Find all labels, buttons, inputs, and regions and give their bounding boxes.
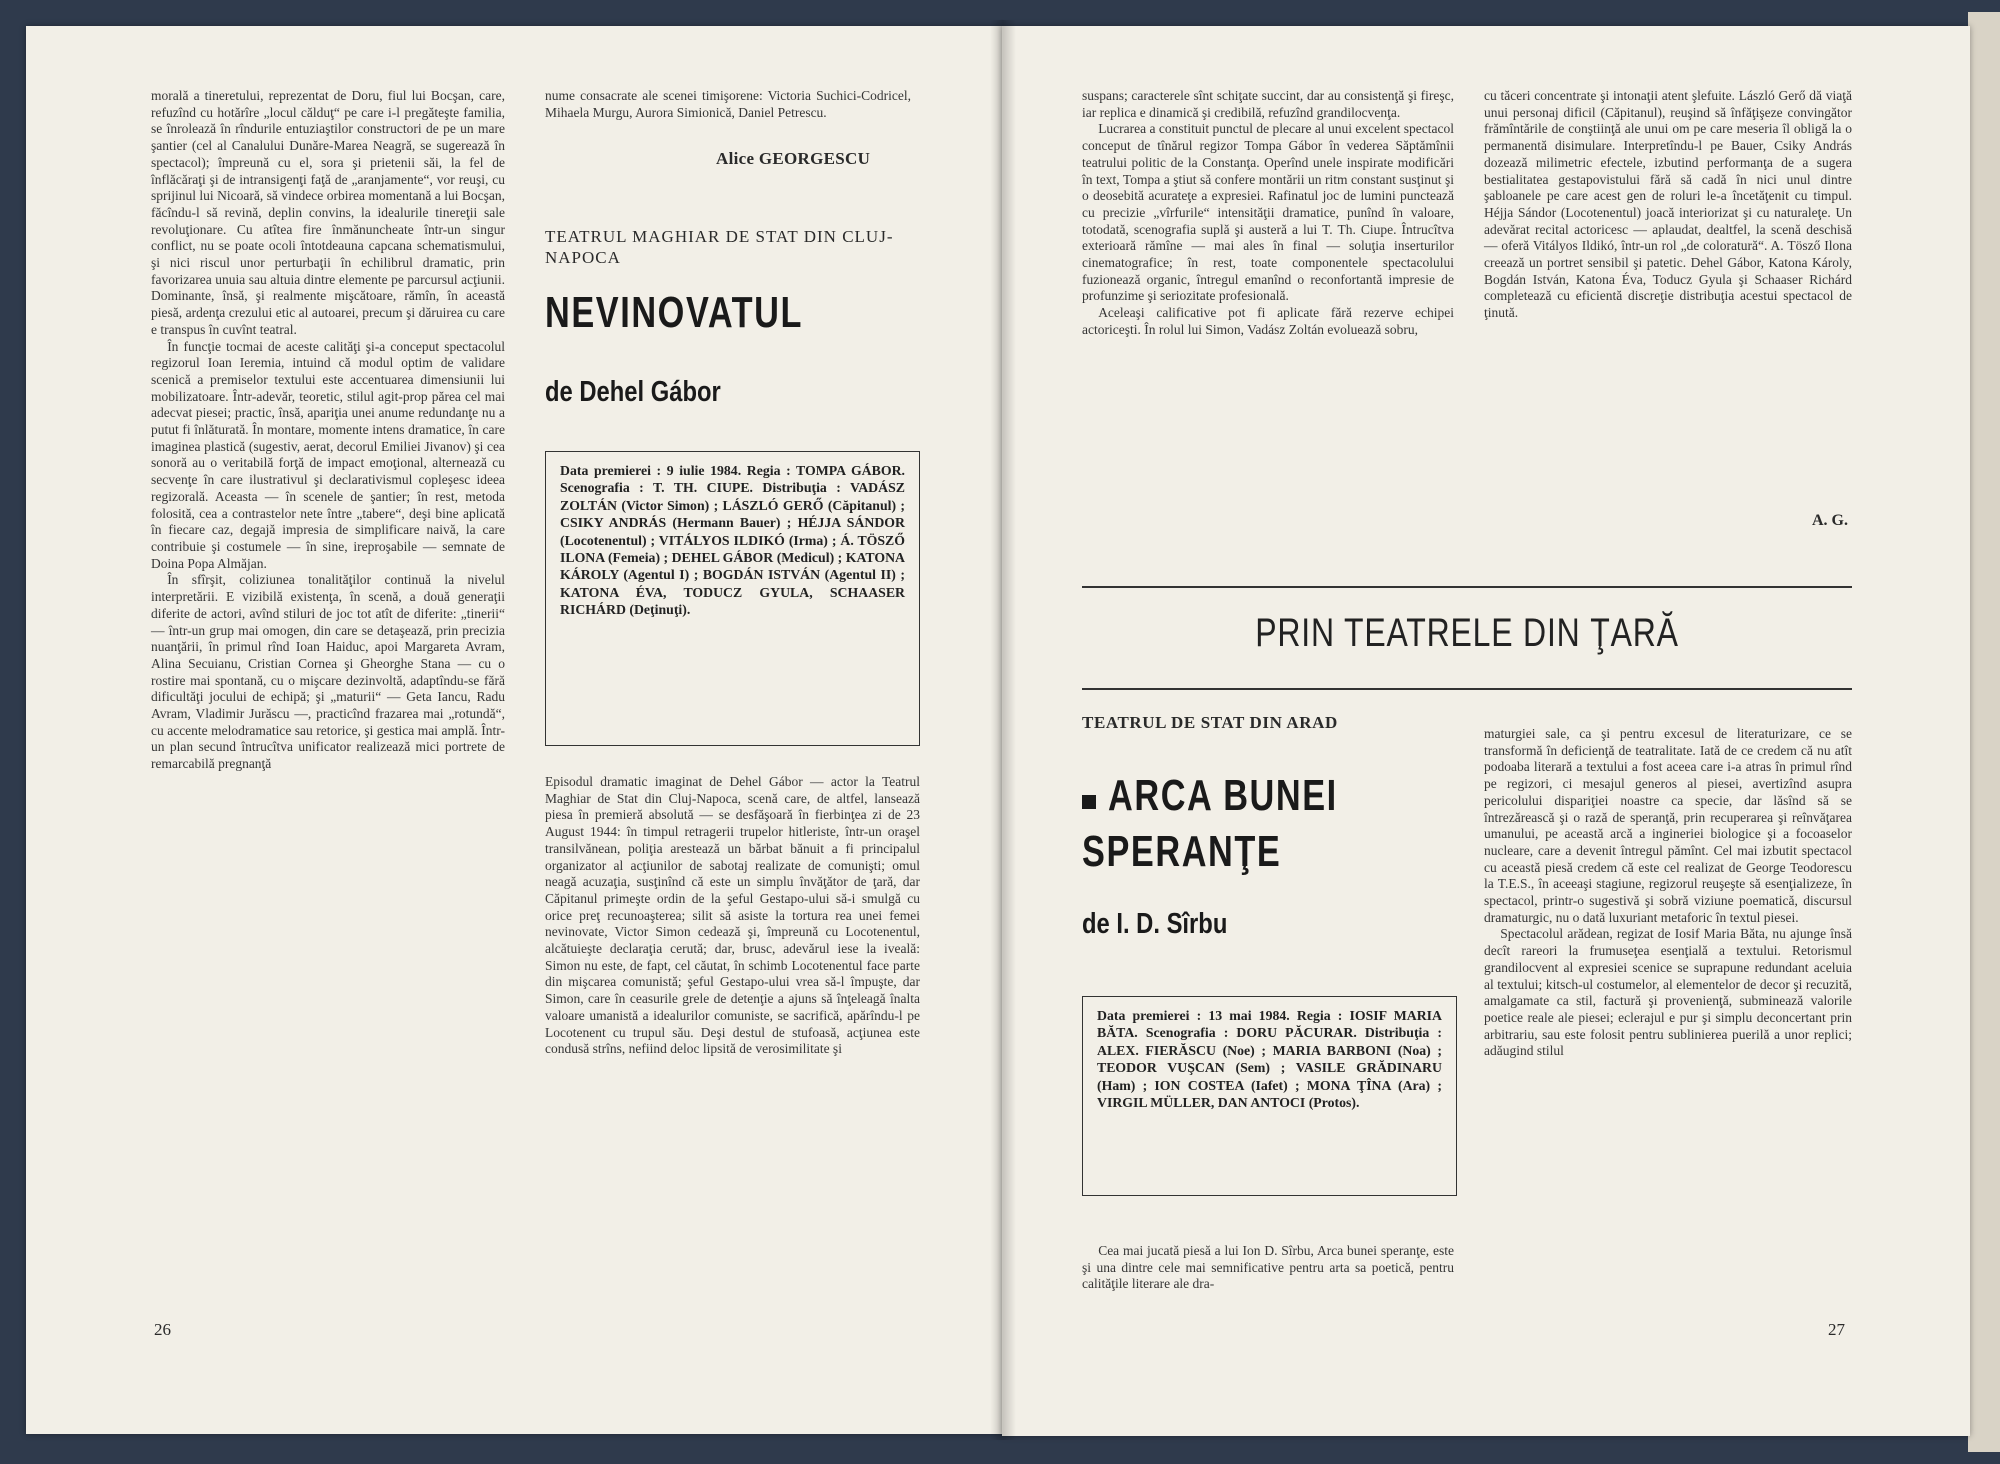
play-title-line: ARCA BUNEI (1108, 771, 1338, 820)
right-col2-bottom (1484, 726, 1852, 1060)
theatre-name: TEATRUL MAGHIAR DE STAT DIN CLUJ-NAPOCA (545, 227, 894, 267)
paragraph: Cea mai jucată piesă a lui Ion D. Sîrbu, Arca bunei speranţe, este şi una dintre cele mai semnificative pentru arta sa poetică, pentru calităţile literare ale dra- (1082, 1243, 1454, 1292)
paragraph: Aceleaşi calificative pot fi aplicate fără rezerve echipei actoriceşti. În rolul lui Simon, Vadász Zoltán evoluează sobru, (1082, 305, 1454, 337)
page-number: 26 (154, 1320, 171, 1339)
paragraph: Lucrarea a constituit punctul de plecare al unui excelent spectacol conceput de tînărul regizor Tompa Gábor în vederea Săptămînii teatrului politic de la Constanţa. Operînd unele inspirate modificări în text, Tompa a ştiut să confere montării un ritm constant susţinut şi o deosebită acurateţe a expresiei. Rafinatul joc de lumini punctează cu precizie „vîrfurile“ intensităţii dramatice, punînd în valoare, totodată, scenografia suplă şi austeră a lui T. Th. Ciupe. Întrucîtva exterioară rămîne — mai ales în final — soluţia inserturilor cinematografice; în rest, toate componentele spectacolului fuzionează organic, întregul emanînd o reconfortantă impresie de profunzime şi seriozitate profesională. (1082, 121, 1454, 304)
paragraph: nume consacrate ale scenei timişorene: Victoria Suchici-Codricel, Mihaela Murgu, Aurora Simionică, Daniel Petrescu. (545, 88, 911, 120)
play-author: de I. D. Sîrbu (1082, 908, 1228, 940)
paragraph: maturgiei sale, ca şi pentru excesul de literaturizare, ce se transformă în deficienţă de teatralitate. Iată de ce credem că nu atît podoaba literară a textului a fost aceea care i-a atras în primul rînd pe regizori, ci mesajul generos al piesei, avertizînd asupra pericolului dispariţiei noastre ca specie, dar lăsînd să se întrezărească şi o rază de speranţă, prin recuperarea şi reînvăţarea umanului, pe această arcă a ingineriei biologice şi a focoaselor nucleare, care a devenit întregul pămînt. Cel mai izbutit spectacol cu această piesă credem că este cel realizat de George Teodorescu la T.E.S., în aceeaşi stagiune, regizorul reuşeşte să esenţializeze, în spectacol, printr-o sugestivă şi sobră viziune poematică, discursul dramaturgic, nu o dată luxuriant metaforic în textul piesei. (1484, 726, 1852, 925)
paragraph: În sfîrşit, coliziunea tonalităţilor continuă la nivelul interpretării. E vizibilă existenţa, în scenă, a două generaţii diferite de actori, avînd stiluri de joc tot atît de diferite: „tinerii“ — într-un grup mai omogen, din care se detaşează, prin precizia nuanţării, în primul rînd Ioan Haiduc, apoi Margareta Avram, Alina Secuianu, Cristian Cornea şi Gheorghe Stana — cu o rostire mai spontană, cu o mişcare dezinvoltă, adaptîndu-se fără dificultăţi jocului de echipă; şi „maturii“ — Geta Iancu, Radu Avram, Vladimir Jurăscu —, practicînd frazarea mai „rotundă“, cu accente melodramatice sau retorice, şi gestica mai amplă. Într-un plan secund întrucîtva unificator realizează mici portrete de remarcabilă pregnanţă (151, 572, 505, 772)
right-page (1002, 26, 1970, 1436)
bullet-icon (1082, 795, 1096, 809)
paragraph: Spectacolul arădean, regizat de Iosif Maria Băta, nu ajunge însă decît rareori la frumuseţea esenţială a textului. Retorismul grandilocvent al expresiei scenice se suprapune redundant aceluia al textului; kitsch-ul costumelor, al elementelor de decor şi recuzită, amalgamate ca stil, factură şi provenienţă, subminează valorile poetice reale ale piesei; eclerajul e pur şi simplu deconcertant prin arbitrariu, sau este folosit pentru sublinierea puerilă a unor replici; adăugind stilul (1484, 926, 1852, 1059)
credits-box: Data premierei : 13 mai 1984. Regia : IOSIF MARIA BĂTA. Scenografia : DORU PĂCURAR. Distribuţia : ALEX. FIERĂSCU (Noe) ; MARIA BARBONI (Noa) ; TEODOR VUŞCAN (Sem) ; VASILE GRĂDINARU (Ham) ; ION COSTEA (Iafet) ; MONA ŢÎNA (Ara) ; VIRGIL MÜLLER, DAN ANTOCI (Protos). (1082, 996, 1457, 1196)
paragraph: Episodul dramatic imaginat de Dehel Gábor — actor la Teatrul Maghiar de Stat din Cluj-Napoca, scenă care, de altfel, lansează piesa în premieră absolută — se desfăşoară în fierbinţea zi de 23 August 1944: în timpul retragerii trupelor hitleriste, într-un oraşel transilvănean, poliţia arestează un bărbat bănuit a fi principalul organizator al acţiunilor de sabotaj realizate de comunişti; omul neagă acuzaţia, susţinînd că este un simplu învăţător de ţară, dar Căpitanul primeşte ordin de la şeful Gestapo-ului să-i smulgă cu orice preţ recunoaşterea; silit să asiste la tortura rea unei femei nevinovate, Victor Simon cedează şi, împreună cu Locotenentul, alcătuieşte declaraţia cerută; dar, brusc, adevărul iese la iveală: Simon nu este, de fapt, cel căutat, în schimb Locotenentul face parte din mişcarea comunistă; şeful Gestapo-ului vrea să-l împuşte, dar Simon, care în ceasurile grele de detenţie a ajuns să înţeleagă înalta valoare umanistă a idealurilor comuniste, se sacrifică, apărîndu-l pe Locotenent cu trupul său. Deşi destul de stufoasă, acţiunea este condusă strîns, nefiind deloc lipsită de verosimilitate şi (545, 774, 920, 1057)
play-title-line: SPERANŢE (1082, 827, 1282, 876)
page-number: 27 (1828, 1320, 1845, 1339)
theatre-name: TEATRUL DE STAT DIN ARAD (1082, 713, 1338, 732)
play-author: de Dehel Gábor (545, 376, 721, 408)
signature: Alice GEORGESCU (716, 149, 871, 168)
divider (1082, 586, 1852, 588)
left-col1 (151, 88, 505, 773)
author-initials: A. G. (1812, 512, 1848, 529)
play-title: NEVINOVATUL (545, 288, 804, 337)
book-edge (1968, 12, 2000, 1452)
right-col1 (1082, 88, 1454, 339)
paragraph: cu tăceri concentrate şi intonaţii atent şlefuite. László Gerő dă viaţă unui personaj dificil (Căpitanul), reuşind să înfăţişeze convingător frămîntările de conştiinţă ale unui om pe care meseria îl obligă la o permanentă disimulare. Interpretîndu-l pe Bauer, Csiky András dozează milimetric efectele, izbutind performanţa de a sugera bestialitatea gestapovistului fără să cadă în nici unul dintre şabloanele pe care acest gen de roluri le-a încetăţenit cu timpul. Héjja Sándor (Locotenentul) joacă interiorizat şi cu naturaleţe. Un adevărat recital actoricesc — aplaudat, dealtfel, la scenă deschisă — oferă Vitályos Ildikó, într-un rol „de coloratură“. A. Tösző Ilona creează un portret sensibil şi patetic. Dehel Gábor, Katona Károly, Bogdán István, Katona Éva, Toducz Gyula şi Schaaser Richárd completează cu eficientă discreţie distribuţia acestui spectacol de ţinută. (1484, 88, 1852, 321)
paragraph: morală a tineretului, reprezentat de Doru, fiul lui Bocşan, care, refuzînd cu hotărîre „locul călduţ“ pe care i-l pregăteşte familia, se înrolează în rîndurile entuziaştilor constructori de pe un mare şantier (cel al Canalului Dunăre-Marea Neagră, se sugerează în spectacol); împreună cu el, sora şi prietenii săi, la fel de înflăcăraţi şi de intransigenţi faţă de „aranjamente“, vor reuşi, cu sprijinul lui Nicoară, să vindece orbirea momentană a lui Bocşan, făcîndu-l să revină, deplin convins, la idealurile tinereţii sale revoluţionare. Cu atîtea fire înmănuncheate într-un singur conflict, nu se poate ocoli întotdeauna capcana schematismului, şi nici riscul unor perturbaţii în echilibrul dramatic, prin favorizarea unuia sau altuia dintre elemente pe parcursul acţiunii. Dominante, însă, şi realmente mişcătoare, rămîn, în această piesă, ardenţa crezului etic al autoarei, precum şi dăruirea cu care e transpus în cuvînt teatral. (151, 88, 505, 337)
paragraph: suspans; caracterele sînt schiţate succint, dar au consistenţă şi fireşc, iar replica e dinamică şi credibilă, refuzînd grandilocvenţa. (1082, 88, 1454, 120)
section-heading: PRIN TEATRELE DIN ŢARĂ (1255, 611, 1679, 655)
play-title (1082, 771, 1482, 876)
divider (1082, 688, 1852, 690)
credits-box: Data premierei : 9 iulie 1984. Regia : TOMPA GÁBOR. Scenografia : T. TH. CIUPE. Distribuţia : VADÁSZ ZOLTÁN (Victor Simon) ; LÁSZLÓ GERŐ (Căpitanul) ; CSIKY ANDRÁS (Hermann Bauer) ; HÉJJA SÁNDOR (Locotenentul) ; VITÁLYOS ILDIKÓ (Irma) ; Á. TÖSZŐ ILONA (Femeia) ; DEHEL GÁBOR (Medicul) ; KATONA KÁROLY (Agentul I) ; BOGDÁN ISTVÁN (Agentul II) ; KATONA ÉVA, TODUCZ GYULA, SCHAASER RICHÁRD (Deţinuţi). (545, 451, 920, 746)
left-page (26, 26, 1002, 1434)
paragraph: În funcţie tocmai de aceste calităţi şi-a conceput spectacolul regizorul Ioan Ieremia, intuind că modul optim de validare scenică a premiselor textului este accentuarea dimensiunii lui mobilizatoare. Într-adevăr, teoretic, stilul agit-prop părea cel mai adecvat piesei; practic, însă, apariţia unei anume redundanţe nu a putut fi înlăturată. În montare, momente intens dramatice, în care imaginea plastică (sugestiv, aerat, decorul Emiliei Jivanov) şi cea sonoră au o veritabilă forţă de impact emoţional, alternează cu secvenţe în care ilustrativul şi declarativismul copleşesc ideea regizorală. Aceasta — în scenele de şantier; în rest, metoda folosită, cea a contrastelor nete între „tabere“, deşi bine aplicată în fiecare caz, degajă impresia de simplificare naivă, la care contribuie şi costumele — în sine, ireproşabile — semnate de Doina Popa Almăjan. (151, 338, 505, 571)
book-spine (990, 20, 1016, 1440)
